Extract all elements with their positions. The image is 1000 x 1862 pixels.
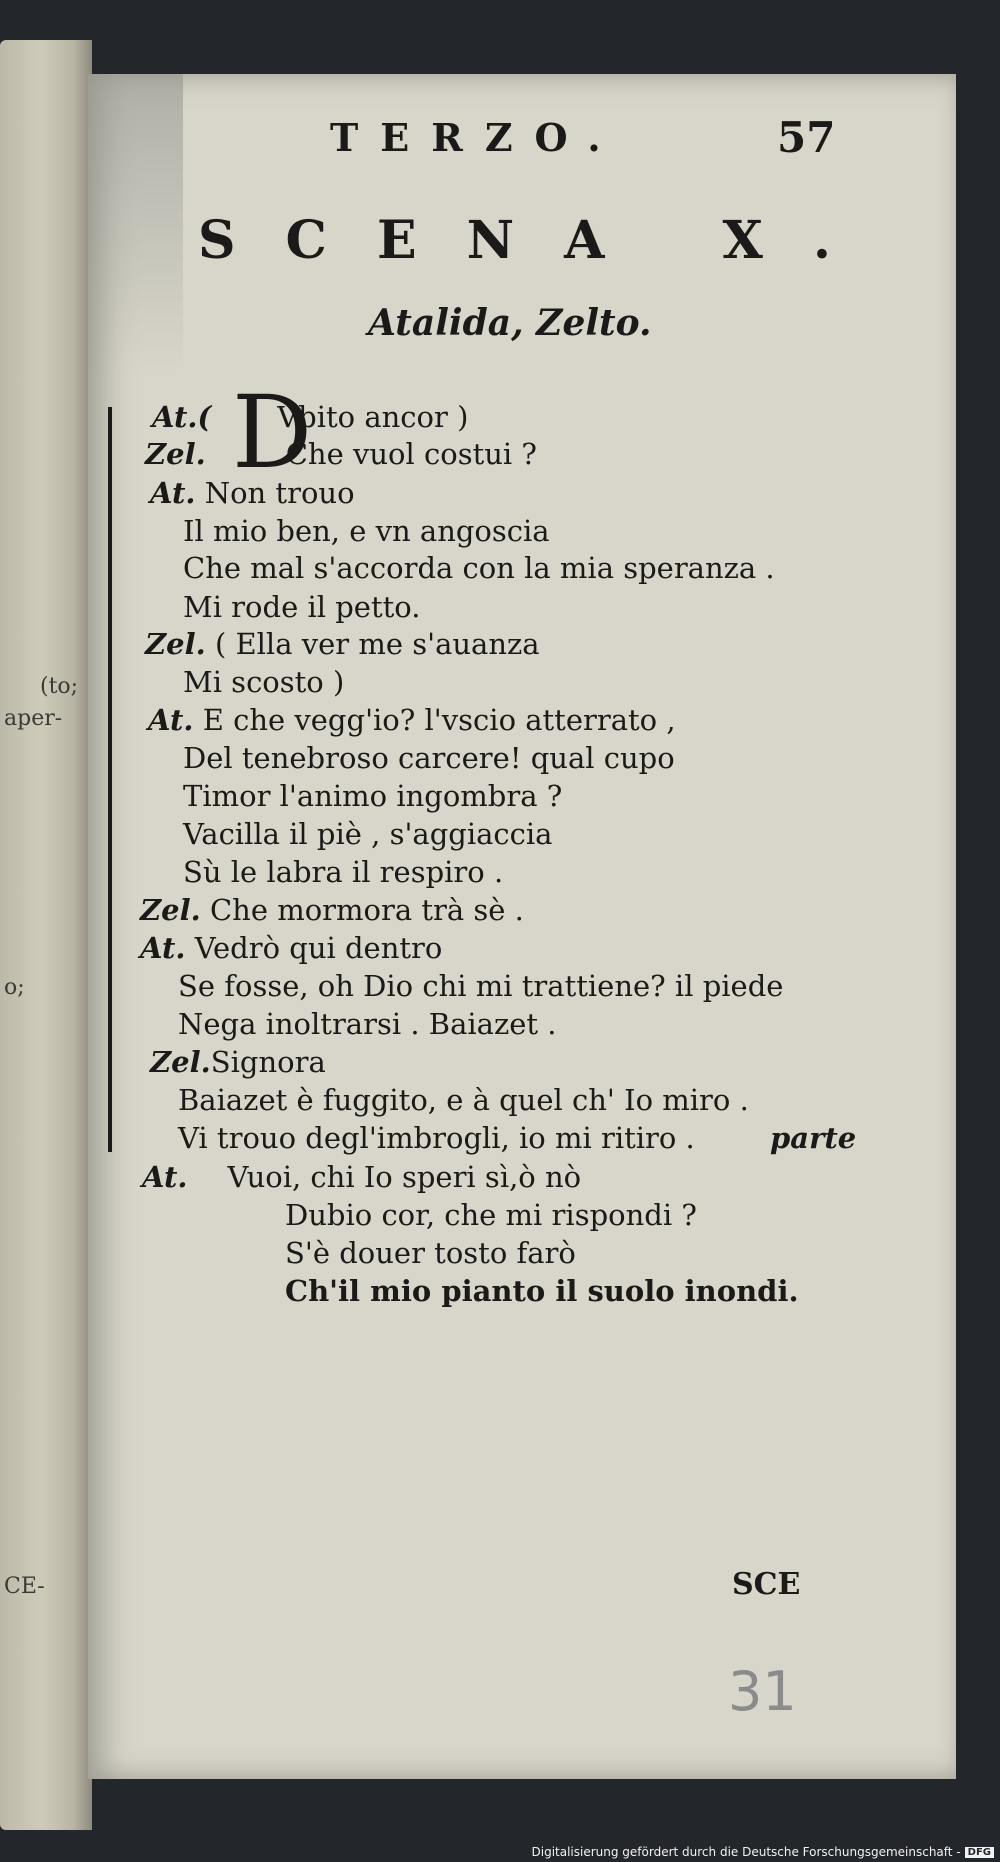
left-page-fragment: (to; <box>40 674 79 699</box>
verse-line <box>183 779 562 813</box>
stage-direction: parte <box>770 1121 857 1155</box>
verse-line <box>183 665 344 699</box>
verse-line <box>152 400 468 434</box>
digitization-footer <box>532 1845 995 1859</box>
line-text: Vi trouo degl'imbrogli, io mi ritiro . <box>178 1121 695 1155</box>
speaker-label: At. <box>148 703 194 737</box>
verse-line <box>150 1045 326 1079</box>
verse-line <box>183 514 550 548</box>
speaker-label: At.( <box>152 400 212 434</box>
line-text: Mi rode il petto. <box>183 590 421 624</box>
line-text: Timor l'animo ingombra ? <box>183 779 563 813</box>
line-text: Se fosse, oh Dio chi mi trattiene? il piede <box>178 969 784 1003</box>
line-text: Non trouo <box>204 476 355 510</box>
verse-line <box>285 1198 697 1232</box>
margin-bracket-line <box>108 407 112 1152</box>
speaker-label: Zel. <box>145 437 206 471</box>
scene-characters: Atalida, Zelto. <box>368 302 652 344</box>
line-text: Mi scosto ) <box>183 665 345 699</box>
verse-line <box>285 1274 799 1308</box>
line-text: Sù le labra il respiro . <box>183 855 504 889</box>
line-text: Vuoi, chi Io speri sì,ò nò <box>227 1160 582 1194</box>
verse-line <box>178 1121 695 1155</box>
verse-line <box>142 1160 581 1194</box>
line-text: ( Ella ver me s'auanza <box>214 627 540 661</box>
verse-line <box>178 1007 556 1041</box>
speaker-label: At. <box>140 931 186 965</box>
verse-line <box>183 590 420 624</box>
line-text: Dubio cor, che mi rispondi ? <box>285 1198 697 1232</box>
left-page-fragment: aper- <box>4 706 63 731</box>
line-text: Ch'il mio pianto il suolo inondi. <box>285 1274 799 1308</box>
line-text: Che mormora trà sè . <box>209 893 524 927</box>
line-text: Vacilla il piè , s'aggiaccia <box>183 817 553 851</box>
catchword: SCE <box>732 1567 801 1602</box>
page-number: 57 <box>777 113 836 162</box>
archive-number: 31 <box>728 1660 797 1723</box>
line-text: Il mio ben, e vn angoscia <box>183 514 550 548</box>
line-text: Che vuol costui ? <box>285 437 537 471</box>
verse-line <box>183 741 675 775</box>
verse-line <box>145 627 540 661</box>
verse-line <box>183 817 552 851</box>
left-page-fragment: o; <box>4 975 25 1000</box>
speaker-label: Zel. <box>150 1045 211 1079</box>
speaker-label: Zel. <box>145 627 206 661</box>
left-facing-page <box>0 40 92 1830</box>
gutter-shadow <box>88 74 183 374</box>
dfg-logo: DFG <box>965 1847 994 1858</box>
verse-line <box>148 703 676 737</box>
speaker-label: At. <box>150 476 196 510</box>
drop-cap: D <box>232 374 313 491</box>
verse-line <box>183 855 503 889</box>
verse-line <box>183 551 775 585</box>
line-text: Signora <box>210 1045 326 1079</box>
line-text: Baiazet è fuggito, e à quel ch' Io miro . <box>178 1083 749 1117</box>
line-text: Del tenebroso carcere! qual cupo <box>183 741 675 775</box>
line-text: S'è douer tosto farò <box>285 1236 576 1270</box>
verse-line <box>140 931 442 965</box>
verse-line <box>145 437 537 471</box>
verse-line <box>285 1236 576 1270</box>
left-page-fragment: CE- <box>4 1574 45 1599</box>
verse-line <box>178 969 783 1003</box>
line-text: Vbito ancor ) <box>277 400 469 434</box>
verse-line <box>150 476 355 510</box>
speaker-label: Zel. <box>140 893 201 927</box>
running-head: TERZO. <box>330 115 623 160</box>
line-text: Che mal s'accorda con la mia speranza . <box>183 551 775 585</box>
scene-title: SCENA X. <box>198 210 882 271</box>
verse-line <box>178 1083 749 1117</box>
verse-line <box>140 893 524 927</box>
footer-credit: Digitalisierung gefördert durch die Deutsche Forschungsgemeinschaft - <box>531 1845 961 1859</box>
line-text: Nega inoltrarsi . Baiazet . <box>178 1007 557 1041</box>
line-text: E che vegg'io? l'vscio atterrato , <box>202 703 676 737</box>
speaker-label: At. <box>142 1160 188 1194</box>
line-text: Vedrò qui dentro <box>194 931 443 965</box>
